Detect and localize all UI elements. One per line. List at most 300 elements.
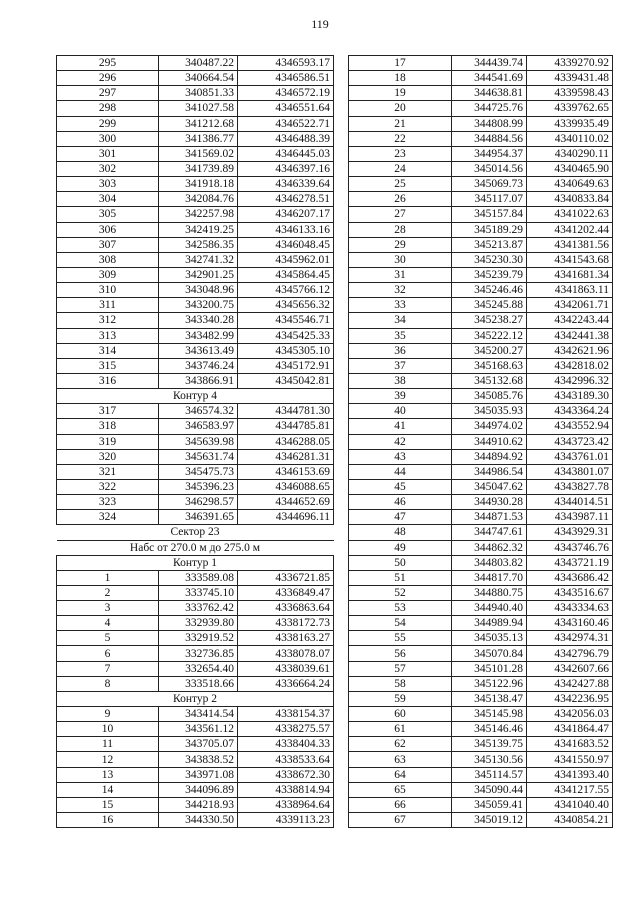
y-coordinate-cell: 4340649.63 — [527, 177, 613, 192]
y-coordinate-cell: 4343334.63 — [527, 601, 613, 616]
y-coordinate-cell: 4342974.31 — [527, 631, 613, 646]
point-number-cell: 308 — [57, 252, 159, 267]
point-number-cell: 323 — [57, 495, 159, 510]
y-coordinate-cell: 4340833.84 — [527, 192, 613, 207]
table-row — [57, 116, 334, 131]
table-row — [57, 222, 334, 237]
table-row — [57, 631, 334, 646]
y-coordinate-cell: 4336849.47 — [238, 585, 334, 600]
point-number-cell: 309 — [57, 267, 159, 282]
y-coordinate-cell: 4338964.64 — [238, 797, 334, 812]
point-number-cell: 61 — [349, 722, 452, 737]
point-number-cell: 46 — [349, 495, 452, 510]
x-coordinate-cell: 343971.08 — [159, 767, 238, 782]
point-number-cell: 2 — [57, 585, 159, 600]
x-coordinate-cell: 343746.24 — [159, 358, 238, 373]
table-row — [349, 525, 613, 540]
table-row — [349, 116, 613, 131]
point-number-cell: 67 — [349, 813, 452, 828]
y-coordinate-cell: 4340290.11 — [527, 146, 613, 161]
table-row — [349, 767, 613, 782]
point-number-cell: 315 — [57, 358, 159, 373]
x-coordinate-cell: 343866.91 — [159, 373, 238, 388]
y-coordinate-cell: 4342427.88 — [527, 676, 613, 691]
x-coordinate-cell: 344930.28 — [452, 495, 527, 510]
point-number-cell: 49 — [349, 540, 452, 555]
x-coordinate-cell: 344218.93 — [159, 797, 238, 812]
table-row — [349, 343, 613, 358]
table-row — [57, 464, 334, 479]
y-coordinate-cell: 4346278.51 — [238, 192, 334, 207]
table-row — [57, 283, 334, 298]
x-coordinate-cell: 343482.99 — [159, 328, 238, 343]
point-number-cell: 21 — [349, 116, 452, 131]
x-coordinate-cell: 342741.32 — [159, 252, 238, 267]
x-coordinate-cell: 344725.76 — [452, 101, 527, 116]
y-coordinate-cell: 4346339.64 — [238, 177, 334, 192]
point-number-cell: 23 — [349, 146, 452, 161]
point-number-cell: 299 — [57, 116, 159, 131]
y-coordinate-cell: 4336664.24 — [238, 676, 334, 691]
point-number-cell: 317 — [57, 404, 159, 419]
point-number-cell: 64 — [349, 767, 452, 782]
y-coordinate-cell: 4341681.34 — [527, 267, 613, 282]
point-number-cell: 300 — [57, 131, 159, 146]
sector-heading: Набс от 270.0 м до 275.0 м — [57, 540, 334, 555]
table-row — [57, 237, 334, 252]
y-coordinate-cell: 4341543.68 — [527, 252, 613, 267]
y-coordinate-cell: 4339270.92 — [527, 56, 613, 71]
table-row — [349, 631, 613, 646]
table-row — [57, 495, 334, 510]
y-coordinate-cell: 4339935.49 — [527, 116, 613, 131]
x-coordinate-cell: 344954.37 — [452, 146, 527, 161]
y-coordinate-cell: 4338039.61 — [238, 661, 334, 676]
y-coordinate-cell: 4346288.05 — [238, 434, 334, 449]
y-coordinate-cell: 4340110.02 — [527, 131, 613, 146]
table-row — [57, 449, 334, 464]
y-coordinate-cell: 4339431.48 — [527, 71, 613, 86]
y-coordinate-cell: 4336721.85 — [238, 570, 334, 585]
point-number-cell: 318 — [57, 419, 159, 434]
table-row — [57, 570, 334, 585]
x-coordinate-cell: 345117.07 — [452, 192, 527, 207]
y-coordinate-cell: 4341217.55 — [527, 782, 613, 797]
x-coordinate-cell: 345122.96 — [452, 676, 527, 691]
point-number-cell: 322 — [57, 479, 159, 494]
y-coordinate-cell: 4343686.42 — [527, 570, 613, 585]
x-coordinate-cell: 341569.02 — [159, 146, 238, 161]
y-coordinate-cell: 4346522.71 — [238, 116, 334, 131]
table-row — [349, 222, 613, 237]
y-coordinate-cell: 4346281.31 — [238, 449, 334, 464]
point-number-cell: 5 — [57, 631, 159, 646]
table-row — [349, 555, 613, 570]
y-coordinate-cell: 4338672.30 — [238, 767, 334, 782]
table-row — [349, 252, 613, 267]
table-row — [57, 343, 334, 358]
y-coordinate-cell: 4342796.79 — [527, 646, 613, 661]
table-row — [57, 722, 334, 737]
table-row — [349, 237, 613, 252]
point-number-cell: 31 — [349, 267, 452, 282]
point-number-cell: 14 — [57, 782, 159, 797]
x-coordinate-cell: 340851.33 — [159, 86, 238, 101]
contour-heading: Контур 4 — [57, 389, 334, 404]
x-coordinate-cell: 340487.22 — [159, 56, 238, 71]
point-number-cell: 41 — [349, 419, 452, 434]
point-number-cell: 7 — [57, 661, 159, 676]
point-number-cell: 312 — [57, 313, 159, 328]
x-coordinate-cell: 344910.62 — [452, 434, 527, 449]
y-coordinate-cell: 4343746.76 — [527, 540, 613, 555]
y-coordinate-cell: 4345042.81 — [238, 373, 334, 388]
x-coordinate-cell: 340664.54 — [159, 71, 238, 86]
table-row — [57, 661, 334, 676]
contour-heading: Контур 2 — [57, 691, 334, 706]
table-row — [57, 101, 334, 116]
table-row — [57, 434, 334, 449]
y-coordinate-cell: 4345425.33 — [238, 328, 334, 343]
table-row — [57, 813, 334, 828]
table-row — [57, 510, 334, 525]
x-coordinate-cell: 345238.27 — [452, 313, 527, 328]
x-coordinate-cell: 345101.28 — [452, 661, 527, 676]
x-coordinate-cell: 345168.63 — [452, 358, 527, 373]
x-coordinate-cell: 344638.81 — [452, 86, 527, 101]
x-coordinate-cell: 345035.13 — [452, 631, 527, 646]
table-row — [57, 646, 334, 661]
x-coordinate-cell: 332919.52 — [159, 631, 238, 646]
x-coordinate-cell: 345130.56 — [452, 752, 527, 767]
y-coordinate-cell: 4341022.63 — [527, 207, 613, 222]
point-number-cell: 313 — [57, 328, 159, 343]
sector-heading-row — [57, 540, 334, 555]
table-row — [349, 56, 613, 71]
y-coordinate-cell: 4341393.40 — [527, 767, 613, 782]
point-number-cell: 319 — [57, 434, 159, 449]
x-coordinate-cell: 345090.44 — [452, 782, 527, 797]
point-number-cell: 320 — [57, 449, 159, 464]
point-number-cell: 58 — [349, 676, 452, 691]
point-number-cell: 54 — [349, 616, 452, 631]
point-number-cell: 13 — [57, 767, 159, 782]
y-coordinate-cell: 4341864.47 — [527, 722, 613, 737]
point-number-cell: 38 — [349, 373, 452, 388]
table-row — [57, 707, 334, 722]
point-number-cell: 32 — [349, 283, 452, 298]
point-number-cell: 52 — [349, 585, 452, 600]
y-coordinate-cell: 4342441.38 — [527, 328, 613, 343]
table-row — [349, 495, 613, 510]
table-row — [57, 585, 334, 600]
table-row — [349, 283, 613, 298]
y-coordinate-cell: 4344696.11 — [238, 510, 334, 525]
y-coordinate-cell: 4341202.44 — [527, 222, 613, 237]
x-coordinate-cell: 345246.46 — [452, 283, 527, 298]
point-number-cell: 36 — [349, 343, 452, 358]
x-coordinate-cell: 332654.40 — [159, 661, 238, 676]
point-number-cell: 298 — [57, 101, 159, 116]
x-coordinate-cell: 344330.50 — [159, 813, 238, 828]
point-number-cell: 16 — [57, 813, 159, 828]
x-coordinate-cell: 345189.29 — [452, 222, 527, 237]
y-coordinate-cell: 4338163.27 — [238, 631, 334, 646]
table-row — [349, 207, 613, 222]
point-number-cell: 28 — [349, 222, 452, 237]
x-coordinate-cell: 345035.93 — [452, 404, 527, 419]
y-coordinate-cell: 4342818.02 — [527, 358, 613, 373]
x-coordinate-cell: 344974.02 — [452, 419, 527, 434]
point-number-cell: 43 — [349, 449, 452, 464]
contour-heading: Контур 1 — [57, 555, 334, 570]
table-row — [57, 616, 334, 631]
table-row — [349, 373, 613, 388]
x-coordinate-cell: 345200.27 — [452, 343, 527, 358]
y-coordinate-cell: 4342621.96 — [527, 343, 613, 358]
x-coordinate-cell: 344541.69 — [452, 71, 527, 86]
x-coordinate-cell: 345145.98 — [452, 707, 527, 722]
contour-heading-row — [57, 389, 334, 404]
table-row — [57, 797, 334, 812]
y-coordinate-cell: 4345305.10 — [238, 343, 334, 358]
x-coordinate-cell: 344817.70 — [452, 570, 527, 585]
x-coordinate-cell: 342257.98 — [159, 207, 238, 222]
y-coordinate-cell: 4340465.90 — [527, 161, 613, 176]
x-coordinate-cell: 346574.32 — [159, 404, 238, 419]
y-coordinate-cell: 4343516.67 — [527, 585, 613, 600]
point-number-cell: 62 — [349, 737, 452, 752]
x-coordinate-cell: 343048.96 — [159, 283, 238, 298]
y-coordinate-cell: 4346551.64 — [238, 101, 334, 116]
table-row — [349, 192, 613, 207]
table-row — [57, 313, 334, 328]
table-row — [57, 782, 334, 797]
table-row — [349, 616, 613, 631]
point-number-cell: 65 — [349, 782, 452, 797]
point-number-cell: 6 — [57, 646, 159, 661]
point-number-cell: 314 — [57, 343, 159, 358]
point-number-cell: 33 — [349, 298, 452, 313]
y-coordinate-cell: 4343189.30 — [527, 389, 613, 404]
y-coordinate-cell: 4346397.16 — [238, 161, 334, 176]
table-row — [349, 267, 613, 282]
point-number-cell: 37 — [349, 358, 452, 373]
point-number-cell: 59 — [349, 691, 452, 706]
table-row — [57, 131, 334, 146]
table-row — [349, 161, 613, 176]
table-row — [349, 328, 613, 343]
y-coordinate-cell: 4341863.11 — [527, 283, 613, 298]
y-coordinate-cell: 4338404.33 — [238, 737, 334, 752]
table-row — [349, 419, 613, 434]
table-row — [349, 298, 613, 313]
point-number-cell: 55 — [349, 631, 452, 646]
y-coordinate-cell: 4346153.69 — [238, 464, 334, 479]
table-row — [349, 813, 613, 828]
x-coordinate-cell: 345146.46 — [452, 722, 527, 737]
x-coordinate-cell: 345085.76 — [452, 389, 527, 404]
table-row — [349, 313, 613, 328]
table-row — [57, 86, 334, 101]
point-number-cell: 310 — [57, 283, 159, 298]
sector-heading-row — [57, 525, 334, 540]
x-coordinate-cell: 345631.74 — [159, 449, 238, 464]
table-row — [349, 510, 613, 525]
y-coordinate-cell: 4346207.17 — [238, 207, 334, 222]
table-row — [349, 570, 613, 585]
x-coordinate-cell: 346298.57 — [159, 495, 238, 510]
point-number-cell: 301 — [57, 146, 159, 161]
y-coordinate-cell: 4346088.65 — [238, 479, 334, 494]
x-coordinate-cell: 345213.87 — [452, 237, 527, 252]
table-row — [349, 404, 613, 419]
x-coordinate-cell: 341386.77 — [159, 131, 238, 146]
y-coordinate-cell: 4341381.56 — [527, 237, 613, 252]
point-number-cell: 324 — [57, 510, 159, 525]
point-number-cell: 15 — [57, 797, 159, 812]
table-row — [349, 691, 613, 706]
x-coordinate-cell: 345230.30 — [452, 252, 527, 267]
table-row — [57, 146, 334, 161]
x-coordinate-cell: 345070.84 — [452, 646, 527, 661]
point-number-cell: 19 — [349, 86, 452, 101]
point-number-cell: 40 — [349, 404, 452, 419]
table-row — [57, 71, 334, 86]
x-coordinate-cell: 345245.88 — [452, 298, 527, 313]
table-row — [349, 434, 613, 449]
table-row — [349, 661, 613, 676]
x-coordinate-cell: 333589.08 — [159, 570, 238, 585]
y-coordinate-cell: 4346593.17 — [238, 56, 334, 71]
x-coordinate-cell: 344862.32 — [452, 540, 527, 555]
y-coordinate-cell: 4342607.66 — [527, 661, 613, 676]
y-coordinate-cell: 4343723.42 — [527, 434, 613, 449]
table-row — [57, 192, 334, 207]
x-coordinate-cell: 343414.54 — [159, 707, 238, 722]
table-row — [349, 737, 613, 752]
y-coordinate-cell: 4341550.97 — [527, 752, 613, 767]
table-row — [349, 449, 613, 464]
point-number-cell: 35 — [349, 328, 452, 343]
table-row — [349, 676, 613, 691]
y-coordinate-cell: 4345766.12 — [238, 283, 334, 298]
x-coordinate-cell: 345132.68 — [452, 373, 527, 388]
point-number-cell: 302 — [57, 161, 159, 176]
y-coordinate-cell: 4346572.19 — [238, 86, 334, 101]
table-row — [57, 373, 334, 388]
x-coordinate-cell: 345069.73 — [452, 177, 527, 192]
x-coordinate-cell: 332736.85 — [159, 646, 238, 661]
x-coordinate-cell: 343838.52 — [159, 752, 238, 767]
table-row — [57, 676, 334, 691]
y-coordinate-cell: 4342243.44 — [527, 313, 613, 328]
x-coordinate-cell: 344989.94 — [452, 616, 527, 631]
point-number-cell: 12 — [57, 752, 159, 767]
x-coordinate-cell: 344439.74 — [452, 56, 527, 71]
contour-heading-row — [57, 691, 334, 706]
point-number-cell: 47 — [349, 510, 452, 525]
y-coordinate-cell: 4342061.71 — [527, 298, 613, 313]
y-coordinate-cell: 4346488.39 — [238, 131, 334, 146]
y-coordinate-cell: 4343827.78 — [527, 479, 613, 494]
y-coordinate-cell: 4346586.51 — [238, 71, 334, 86]
table-row — [349, 752, 613, 767]
table-row — [57, 252, 334, 267]
table-row — [349, 782, 613, 797]
y-coordinate-cell: 4338275.57 — [238, 722, 334, 737]
point-number-cell: 48 — [349, 525, 452, 540]
x-coordinate-cell: 344871.53 — [452, 510, 527, 525]
table-row — [349, 464, 613, 479]
x-coordinate-cell: 345047.62 — [452, 479, 527, 494]
point-number-cell: 18 — [349, 71, 452, 86]
point-number-cell: 51 — [349, 570, 452, 585]
y-coordinate-cell: 4345656.32 — [238, 298, 334, 313]
table-row — [57, 328, 334, 343]
point-number-cell: 39 — [349, 389, 452, 404]
x-coordinate-cell: 345396.23 — [159, 479, 238, 494]
x-coordinate-cell: 345138.47 — [452, 691, 527, 706]
x-coordinate-cell: 344894.92 — [452, 449, 527, 464]
point-number-cell: 57 — [349, 661, 452, 676]
point-number-cell: 30 — [349, 252, 452, 267]
point-number-cell: 11 — [57, 737, 159, 752]
x-coordinate-cell: 345114.57 — [452, 767, 527, 782]
y-coordinate-cell: 4338172.73 — [238, 616, 334, 631]
point-number-cell: 295 — [57, 56, 159, 71]
table-row — [349, 358, 613, 373]
x-coordinate-cell: 344986.54 — [452, 464, 527, 479]
y-coordinate-cell: 4338078.07 — [238, 646, 334, 661]
y-coordinate-cell: 4343929.31 — [527, 525, 613, 540]
table-row — [349, 722, 613, 737]
y-coordinate-cell: 4339113.23 — [238, 813, 334, 828]
table-row — [57, 298, 334, 313]
coordinate-table-right — [348, 55, 613, 828]
point-number-cell: 316 — [57, 373, 159, 388]
point-number-cell: 296 — [57, 71, 159, 86]
point-number-cell: 66 — [349, 797, 452, 812]
point-number-cell: 9 — [57, 707, 159, 722]
table-row — [57, 419, 334, 434]
table-row — [349, 86, 613, 101]
coordinate-table-left — [56, 55, 334, 828]
y-coordinate-cell: 4343364.24 — [527, 404, 613, 419]
point-number-cell: 50 — [349, 555, 452, 570]
table-row — [57, 752, 334, 767]
x-coordinate-cell: 342419.25 — [159, 222, 238, 237]
point-number-cell: 303 — [57, 177, 159, 192]
y-coordinate-cell: 4343761.01 — [527, 449, 613, 464]
table-row — [349, 146, 613, 161]
table-row — [349, 71, 613, 86]
x-coordinate-cell: 343613.49 — [159, 343, 238, 358]
table-row — [349, 540, 613, 555]
table-row — [349, 177, 613, 192]
x-coordinate-cell: 343705.07 — [159, 737, 238, 752]
x-coordinate-cell: 332939.80 — [159, 616, 238, 631]
y-coordinate-cell: 4343552.94 — [527, 419, 613, 434]
x-coordinate-cell: 333518.66 — [159, 676, 238, 691]
point-number-cell: 60 — [349, 707, 452, 722]
y-coordinate-cell: 4339598.43 — [527, 86, 613, 101]
point-number-cell: 53 — [349, 601, 452, 616]
x-coordinate-cell: 342901.25 — [159, 267, 238, 282]
x-coordinate-cell: 341212.68 — [159, 116, 238, 131]
x-coordinate-cell: 344880.75 — [452, 585, 527, 600]
x-coordinate-cell: 341739.89 — [159, 161, 238, 176]
